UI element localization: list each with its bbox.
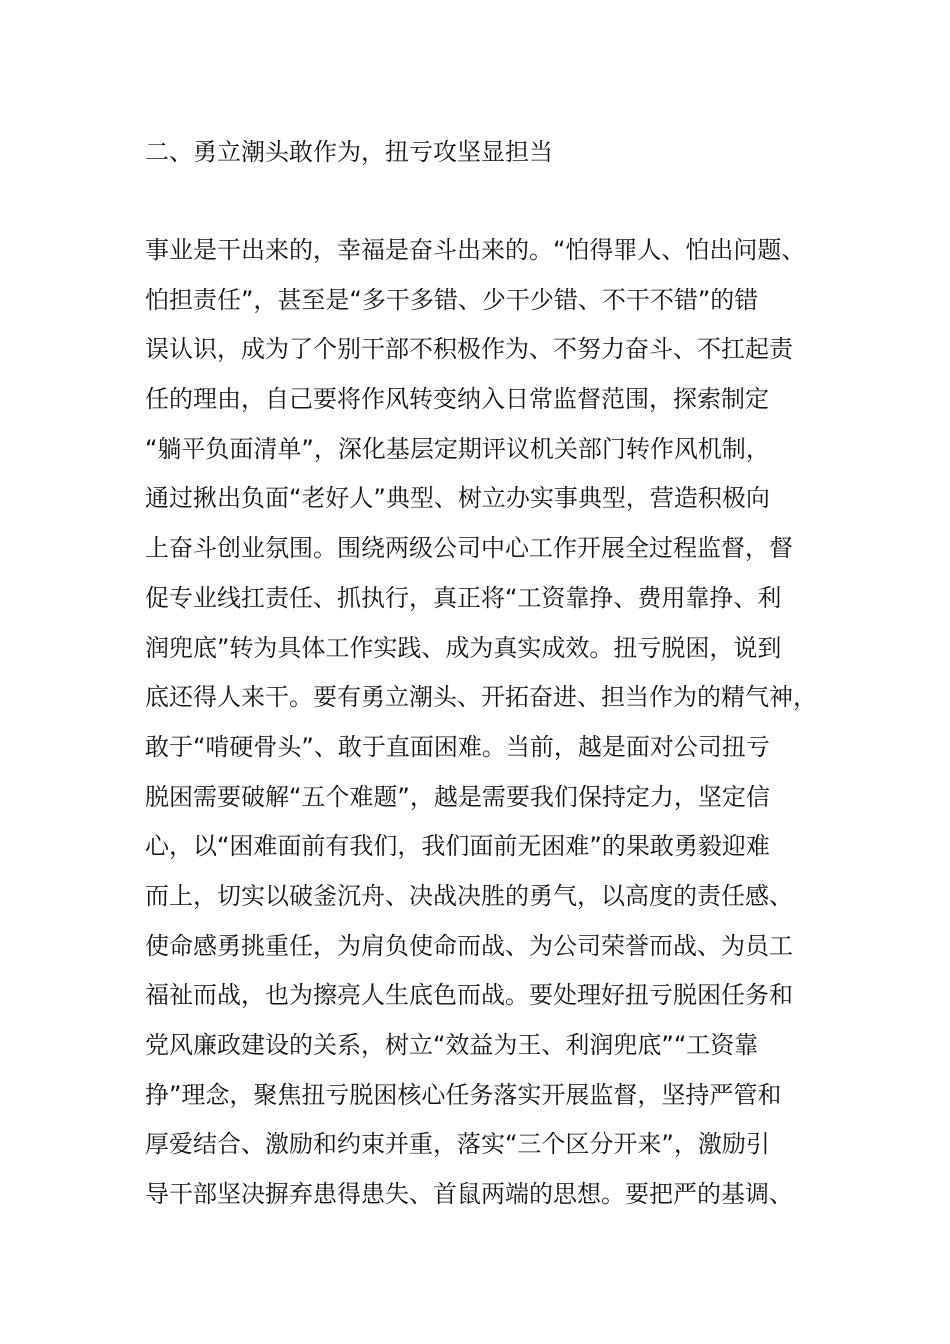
paragraph-line: 使命感勇挑重任，为肩负使命而战、为公司荣誉而战、为员工: [145, 931, 793, 960]
paragraph-line: “躺平负面清单”，深化基层定期评议机关部门转作风机制，: [145, 434, 770, 463]
section-heading: 二、勇立潮头敢作为，扭亏攻坚显担当: [145, 138, 553, 166]
paragraph-line: 事业是干出来的，幸福是奋斗出来的。“怕得罪人、怕出问题、: [145, 236, 806, 264]
paragraph-line: 党风廉政建设的关系，树立“效益为王、利润兜底”“工资靠: [145, 1031, 759, 1059]
paragraph-line: 促专业线扛责任、抓执行，真正将“工资靠挣、费用靠挣、利: [145, 583, 782, 612]
paragraph-line: 误认识，成为了个别干部不积极作为、不努力奋斗、不扛起责: [145, 335, 793, 364]
paragraph-line: 敢于“啃硬骨头”、敢于直面困难。当前，越是面对公司扭亏: [145, 732, 770, 761]
paragraph-line: 挣”理念，聚焦扭亏脱困核心任务落实开展监督，坚持严管和: [145, 1080, 782, 1109]
paragraph-line: 福祉而战，也为擦亮人生底色而战。要处理好扭亏脱困任务和: [145, 981, 793, 1010]
paragraph-line: 心，以“困难面前有我们，我们面前无困难”的果敢勇毅迎难: [145, 832, 770, 861]
paragraph-line: 导干部坚决摒弃患得患失、首鼠两端的思想。要把严的基调、: [145, 1180, 793, 1209]
paragraph-line: 通过揪出负面“老好人”典型、树立办实事典型，营造积极向: [145, 484, 770, 513]
paragraph-line: 任的理由，自己要将作风转变纳入日常监督范围，探索制定: [145, 385, 769, 414]
paragraph-line: 而上，切实以破釜沉舟、决战决胜的勇气，以高度的责任感、: [145, 881, 793, 910]
paragraph-line: 底还得人来干。要有勇立潮头、开拓奋进、担当作为的精气神，: [145, 683, 817, 712]
paragraph-line: 怕担责任”，甚至是“多干多错、少干少错、不干不错”的错: [145, 285, 759, 314]
paragraph-line: 上奋斗创业氛围。围绕两级公司中心工作开展全过程监督，督: [145, 534, 793, 563]
paragraph-line: 厚爱结合、激励和约束并重，落实“三个区分开来”，激励引: [145, 1130, 770, 1159]
body-paragraph: [145, 230, 815, 1224]
paragraph-line: 润兜底”转为具体工作实践、成为真实成效。扭亏脱困，说到: [145, 633, 782, 662]
paragraph-line: 脱困需要破解“五个难题”，越是需要我们保持定力，坚定信: [145, 782, 770, 811]
